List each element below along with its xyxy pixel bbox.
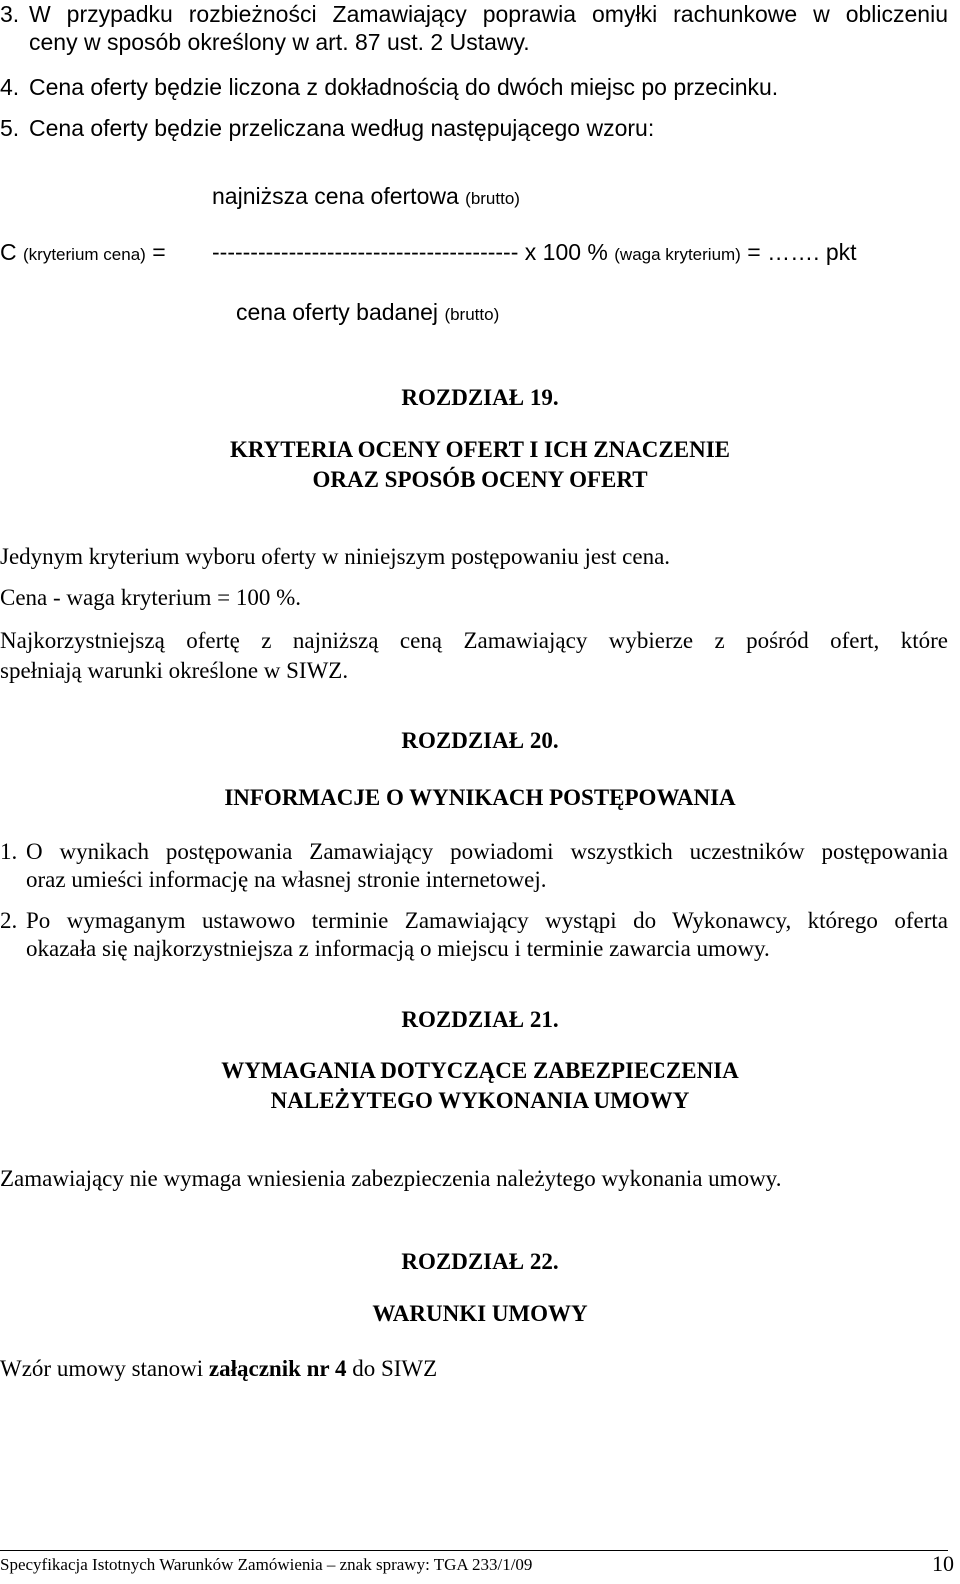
formula-lhs-paren: (kryterium cena) (23, 245, 146, 264)
formula-lhs: C (kryterium cena) = (0, 239, 166, 265)
chapter-19-title-line1: KRYTERIA OCENY OFERT I ICH ZNACZENIE (229, 437, 730, 462)
formula-denominator: cena oferty badanej (brutto) (236, 299, 500, 325)
chapter-21-title-line1: WYMAGANIA DOTYCZĄCE ZABEZPIECZENIA (221, 1058, 739, 1083)
item-text-line1: W przypadku rozbieżności Zamawiający poprawia omyłki rachunkowe w obliczeniu (29, 1, 948, 27)
chapter-21-heading: ROZDZIAŁ 21. (401, 1007, 559, 1032)
formula-numerator: najniższa cena ofertowa (brutto) (212, 183, 520, 209)
chapter-19-paragraph-2: Cena - waga kryterium = 100 %. (0, 585, 302, 610)
formula-denominator-suffix: (brutto) (444, 305, 500, 324)
intro-item-3 (0, 0, 948, 56)
formula-numerator-suffix: (brutto) (465, 189, 520, 208)
chapter-20-heading: ROZDZIAŁ 20. (401, 728, 559, 753)
chapter-21-title-line2: NALEŻYTEGO WYKONANIA UMOWY (270, 1088, 690, 1113)
item-number: 3. (0, 1, 20, 27)
chapter-19-paragraph-1: Jedynym kryterium wyboru oferty w niniejszym postępowaniu jest cena. (0, 544, 671, 569)
chapter-20-item-2 (0, 907, 948, 963)
item-text: Cena oferty będzie liczona z dokładnością do dwóch miejsc po przecinku. (29, 74, 779, 100)
item-text-line1: Po wymaganym ustawowo terminie Zamawiający wystąpi do Wykonawcy, którego oferta (26, 908, 948, 933)
formula-multiplier: x 100 % (524, 239, 608, 265)
formula-result: = ……. pkt (747, 239, 857, 265)
chapter-20-item-1 (0, 838, 948, 894)
item-number: 1. (0, 839, 18, 864)
chapter-22-title: WARUNKI UMOWY (372, 1301, 588, 1326)
chapter-19-paragraph-3-line1: Najkorzystniejszą ofertę z najniższą ceną Zamawiający wybierze z pośród ofert, które (0, 628, 948, 653)
footer-divider (0, 1550, 948, 1551)
item-number: 5. (0, 115, 20, 141)
intro-item-5 (0, 114, 948, 142)
item-text: Cena oferty będzie przeliczana według następującego wzoru: (29, 115, 655, 141)
footer-text: Specyfikacja Istotnych Warunków Zamówienia – znak sprawy: TGA 233/1/09 (0, 1555, 533, 1574)
attachment-reference: załącznik nr 4 (208, 1356, 347, 1381)
chapter-21-paragraph-1: Zamawiający nie wymaga wniesienia zabezpieczenia należytego wykonania umowy. (0, 1166, 782, 1191)
chapter-19-title-line2: ORAZ SPOSÓB OCENY OFERT (312, 467, 648, 492)
item-number: 4. (0, 74, 20, 100)
item-text-line2: oraz umieści informację na własnej stronie internetowej. (26, 867, 547, 892)
item-text-line1: O wynikach postępowania Zamawiający powiadomi wszystkich uczestników postępowania (26, 839, 948, 864)
chapter-19-paragraph-3-line2: spełniają warunki określone w SIWZ. (0, 658, 349, 683)
chapter-20-title: INFORMACJE O WYNIKACH POSTĘPOWANIA (224, 785, 736, 810)
chapter-22-heading: ROZDZIAŁ 22. (401, 1249, 559, 1274)
item-text-line2: ceny w sposób określony w art. 87 ust. 2 Ustawy. (29, 29, 530, 55)
chapter-19-heading: ROZDZIAŁ 19. (401, 385, 559, 410)
chapter-22-paragraph-1: Wzór umowy stanowi załącznik nr 4 do SIWZ (0, 1356, 438, 1381)
formula-fraction-line: ---------------------------------------- x 100 % (waga kryterium) = ……. pkt (212, 239, 857, 265)
intro-item-4 (0, 73, 948, 101)
formula-weight: (waga kryterium) (614, 245, 741, 264)
page-number: 10 (932, 1551, 954, 1576)
item-text-line2: okazała się najkorzystniejsza z informacją o miejscu i terminie zawarcia umowy. (26, 936, 770, 961)
item-number: 2. (0, 908, 18, 933)
